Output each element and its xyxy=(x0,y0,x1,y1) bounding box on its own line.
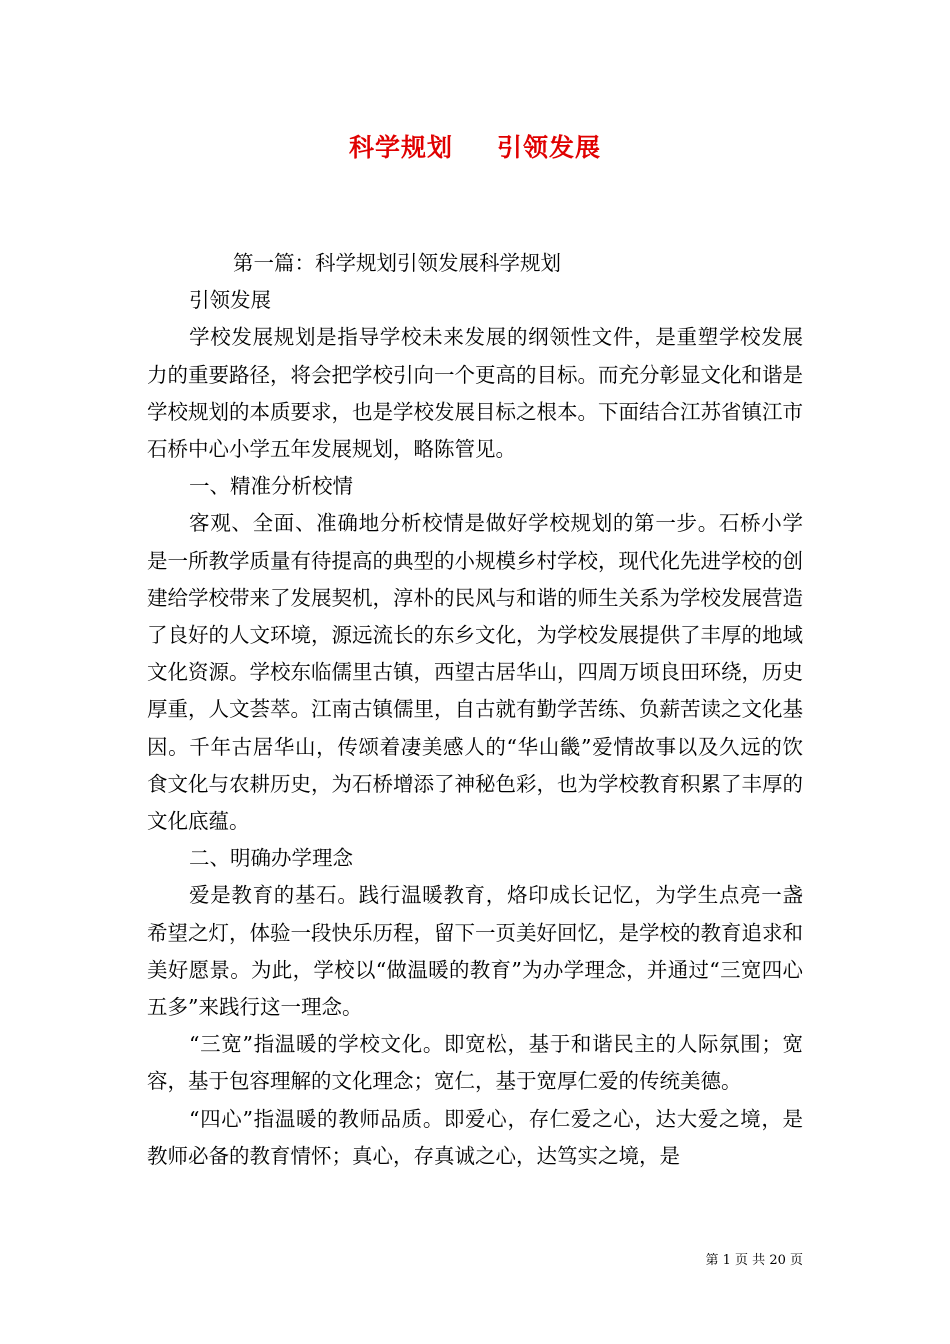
paragraph-four-xin: “四心”指温暖的教师品质。即爱心，存仁爱之心，达大爱之境，是教师必备的教育情怀；真心，存真诚之心，达笃实之境，是 xyxy=(147,1106,803,1168)
section-heading-2: 二、明确办学理念 xyxy=(189,846,353,871)
page-number-footer: 第 1 页 共 20 页 xyxy=(705,1253,803,1268)
title-part-2: 引领发展 xyxy=(497,133,602,162)
section-heading-1: 一、精准分析校情 xyxy=(189,474,353,499)
paragraph-analysis: 客观、全面、准确地分析校情是做好学校规划的第一步。石桥小学是一所教学质量有待提高的典型的小规模乡村学校，现代化先进学校的创建给学校带来了发展契机，淳朴的民风与和谐的师生关系为学校发展营造了良好的人文环境，源远流长的东乡文化，为学校发展提供了丰厚的地域文化资源。学校东临儒里古镇，西望古居华山，四周万顷良田环绕，历史厚重，人文荟萃。江南古镇儒里，自古就有勤学苦练、负薪苦读之文化基因。千年古居华山，传颂着凄美感人的“华山畿”爱情故事以及久远的饮食文化与农耕历史，为石桥增添了神秘色彩，也为学校教育积累了丰厚的文化底蕴。 xyxy=(147,511,803,834)
chapter-heading: 第一篇：科学规划引领发展科学规划 xyxy=(233,251,561,275)
document-body xyxy=(147,245,803,1175)
document-title xyxy=(0,128,950,164)
title-part-1: 科学规划 xyxy=(348,133,453,162)
chapter-heading-continued: 引领发展 xyxy=(189,288,271,313)
paragraph-three-kuan: “三宽”指温暖的学校文化。即宽松，基于和谐民主的人际氛围；宽容，基于包容理解的文化理念；宽仁，基于宽厚仁爱的传统美德。 xyxy=(147,1032,803,1094)
paragraph-intro: 学校发展规划是指导学校未来发展的纲领性文件，是重塑学校发展力的重要路径，将会把学校引向一个更高的目标。而充分彰显文化和谐是学校规划的本质要求，也是学校发展目标之根本。下面结合江苏省镇江市石桥中心小学五年发展规划，略陈管见。 xyxy=(147,325,803,462)
paragraph-philosophy: 爱是教育的基石。践行温暖教育，烙印成长记忆，为学生点亮一盏希望之灯，体验一段快乐历程，留下一页美好回忆，是学校的教育追求和美好愿景。为此，学校以“做温暖的教育”为办学理念，并通过“三宽四心五多”来践行这一理念。 xyxy=(147,883,803,1020)
